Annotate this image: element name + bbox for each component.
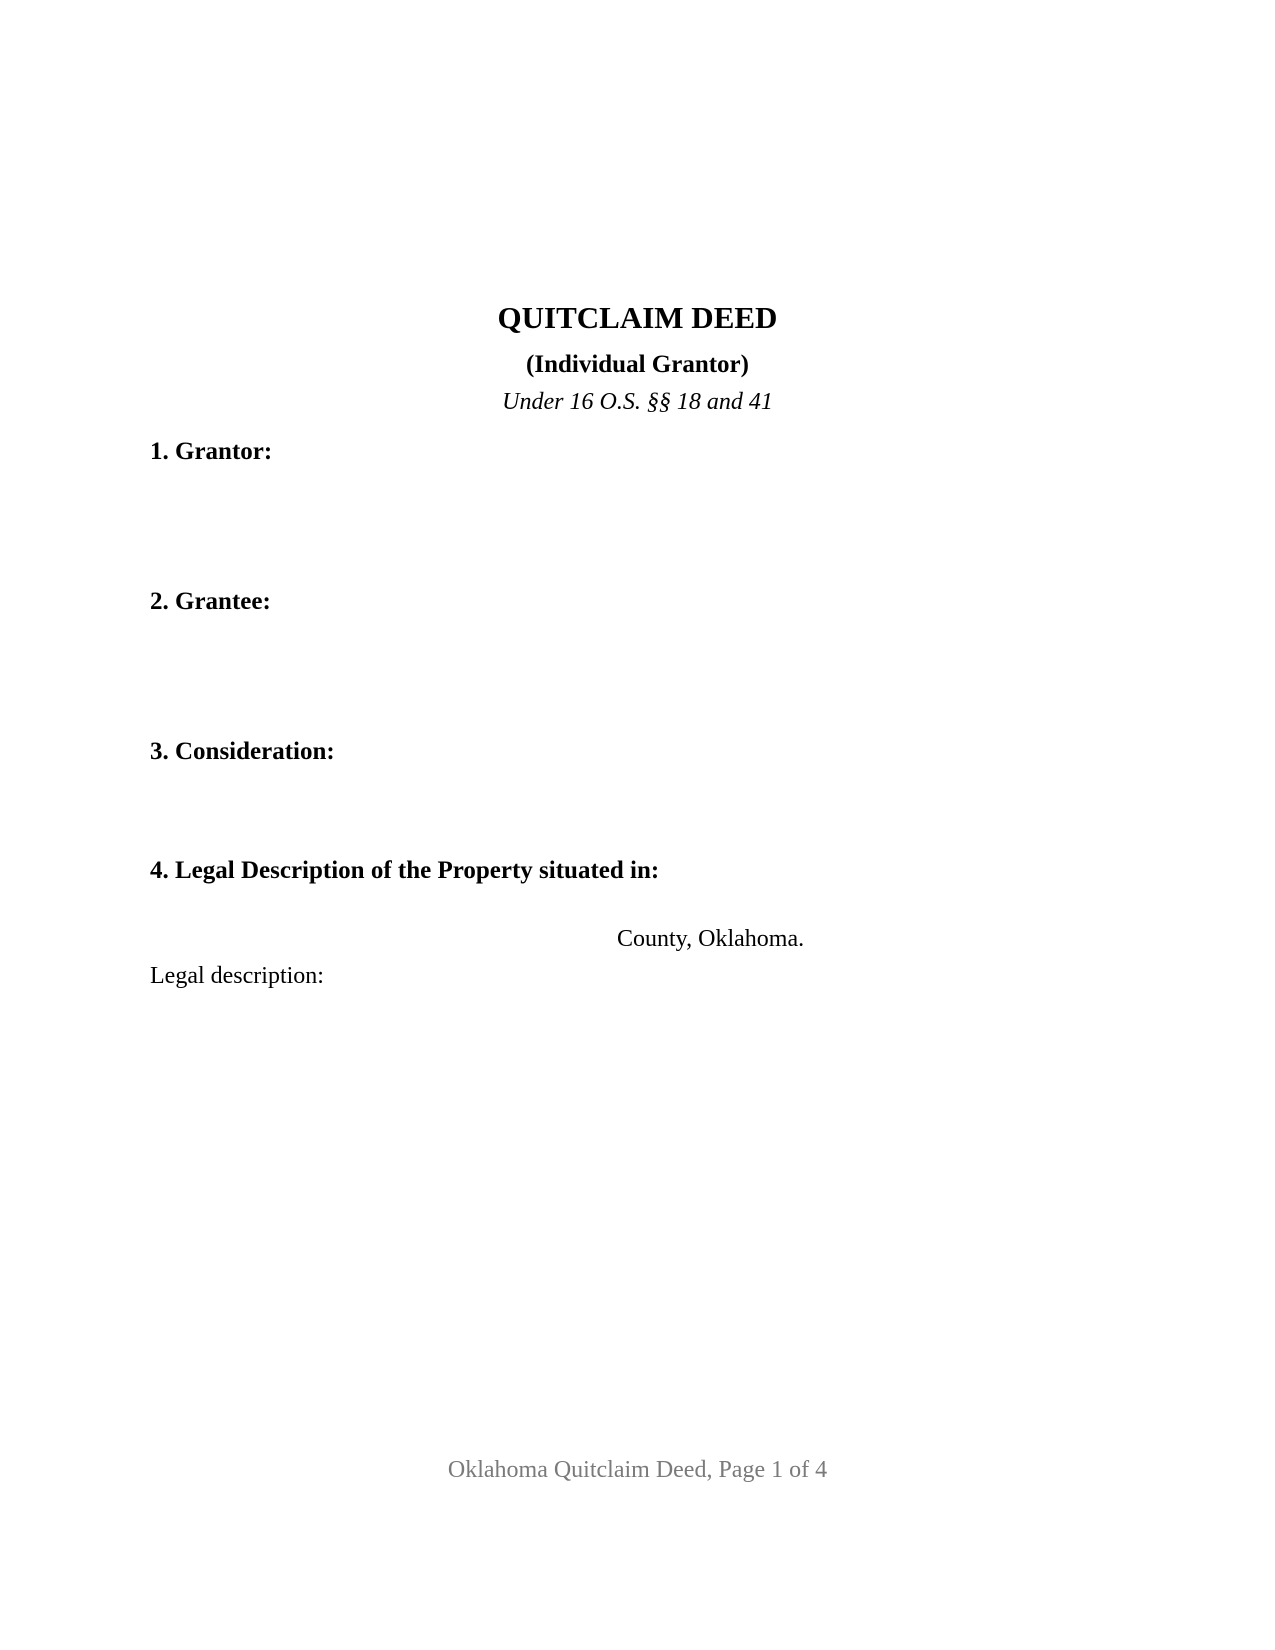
grantee-heading: 2. Grantee: [150,588,271,615]
consideration-heading: 3. Consideration: [150,738,335,765]
legal-description-label: Legal description: [150,963,324,989]
document-subtitle: (Individual Grantor) [526,351,749,378]
statute-reference: Under 16 O.S. §§ 18 and 41 [502,389,773,415]
document-title: QUITCLAIM DEED [497,300,778,335]
legal-description-heading: 4. Legal Description of the Property situated in: [150,857,660,884]
page-footer: Oklahoma Quitclaim Deed, Page 1 of 4 [447,1457,828,1483]
grantor-heading: 1. Grantor: [150,438,273,465]
county-line: County, Oklahoma. [617,926,805,952]
